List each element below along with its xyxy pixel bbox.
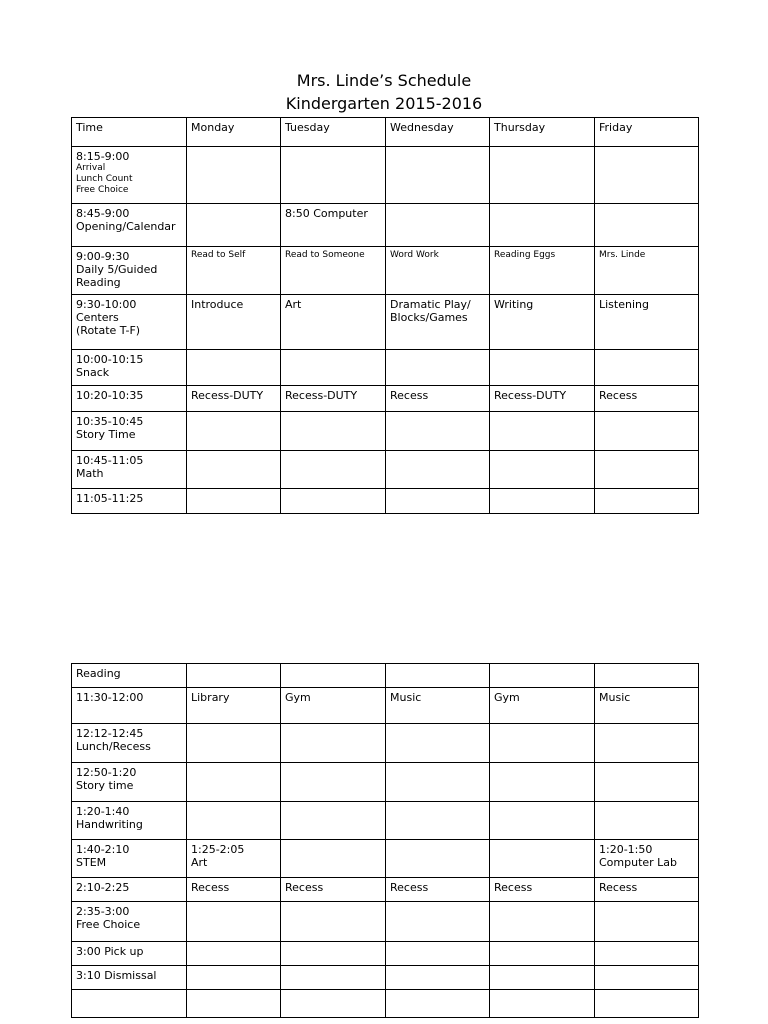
time-cell <box>72 386 187 412</box>
activity-label: 1:20-1:50 <box>599 843 653 856</box>
activity-cell <box>386 664 490 688</box>
activity-cell <box>386 724 490 763</box>
activity-cell <box>490 840 595 878</box>
activity-label: Listening <box>599 298 649 311</box>
activity-cell <box>281 942 386 966</box>
activity-cell <box>386 295 490 350</box>
activity-label: 8:50 Computer <box>285 207 368 220</box>
time-description: Snack <box>76 366 110 379</box>
activity-cell <box>490 147 595 204</box>
time-label: 1:40-2:10 <box>76 843 130 856</box>
activity-label: Recess-DUTY <box>494 389 567 402</box>
activity-label: Read to Someone <box>285 250 365 260</box>
time-description: Handwriting <box>76 818 143 831</box>
activity-cell <box>187 451 281 489</box>
activity-label: Gym <box>494 691 520 704</box>
activity-label: Library <box>191 691 230 704</box>
activity-cell <box>490 412 595 451</box>
time-sublabel: Lunch Count <box>76 174 133 184</box>
activity-label: Recess <box>494 881 533 894</box>
activity-cell <box>187 386 281 412</box>
activity-cell <box>490 802 595 840</box>
time-description: Lunch/Recess <box>76 740 151 753</box>
header-cell: Monday <box>187 118 281 147</box>
activity-cell <box>281 990 386 1018</box>
time-label: 10:45-11:05 <box>76 454 144 467</box>
activity-cell <box>281 412 386 451</box>
activity-cell <box>595 942 699 966</box>
activity-cell <box>490 664 595 688</box>
activity-label: Dramatic Play/ <box>390 298 471 311</box>
activity-cell <box>281 350 386 386</box>
activity-cell <box>386 990 490 1018</box>
activity-cell <box>490 966 595 990</box>
activity-cell <box>386 840 490 878</box>
activity-cell <box>595 489 699 514</box>
activity-cell <box>595 878 699 902</box>
activity-cell <box>386 350 490 386</box>
time-label: 8:15-9:00 <box>76 150 130 163</box>
time-description: Story Time <box>76 428 136 441</box>
header-cell: Thursday <box>490 118 595 147</box>
time-cell <box>72 990 187 1018</box>
time-sublabel: Arrival <box>76 163 106 173</box>
time-label: 12:12-12:45 <box>76 727 144 740</box>
table-row <box>72 878 699 902</box>
schedule-table-morning <box>71 117 699 514</box>
time-label: 2:10-2:25 <box>76 881 130 894</box>
activity-cell <box>187 878 281 902</box>
activity-label: Recess <box>599 389 638 402</box>
time-label: 8:45-9:00 <box>76 207 130 220</box>
activity-cell <box>595 664 699 688</box>
activity-cell <box>490 295 595 350</box>
activity-label: Recess <box>599 881 638 894</box>
time-description: Reading <box>76 276 121 289</box>
time-sublabel: Free Choice <box>76 185 129 195</box>
activity-cell <box>490 688 595 724</box>
time-cell <box>72 147 187 204</box>
activity-cell <box>386 902 490 942</box>
activity-cell <box>187 802 281 840</box>
activity-cell <box>386 247 490 295</box>
activity-cell <box>386 688 490 724</box>
activity-cell <box>386 147 490 204</box>
activity-cell <box>281 966 386 990</box>
activity-cell <box>595 350 699 386</box>
activity-cell <box>281 247 386 295</box>
activity-cell <box>281 802 386 840</box>
activity-cell <box>281 902 386 942</box>
activity-label: Art <box>191 856 208 869</box>
activity-label: Introduce <box>191 298 244 311</box>
activity-cell <box>490 204 595 247</box>
activity-cell <box>595 724 699 763</box>
activity-label: Recess <box>390 389 429 402</box>
activity-cell <box>490 350 595 386</box>
activity-cell <box>187 204 281 247</box>
activity-cell <box>595 763 699 802</box>
activity-label: Mrs. Linde <box>599 250 646 260</box>
time-label: 1:20-1:40 <box>76 805 130 818</box>
activity-cell <box>490 942 595 966</box>
time-cell <box>72 802 187 840</box>
activity-cell <box>595 386 699 412</box>
time-label: 10:00-10:15 <box>76 353 144 366</box>
schedule-subtitle: Kindergarten 2015-2016 <box>285 94 483 113</box>
activity-cell <box>595 412 699 451</box>
activity-cell <box>187 295 281 350</box>
table-row <box>72 489 699 514</box>
time-cell <box>72 489 187 514</box>
activity-cell <box>595 840 699 878</box>
activity-label: 1:25-2:05 <box>191 843 245 856</box>
activity-cell <box>187 147 281 204</box>
activity-label: Gym <box>285 691 311 704</box>
activity-cell <box>595 204 699 247</box>
time-description: Story time <box>76 779 134 792</box>
activity-cell <box>187 350 281 386</box>
time-cell <box>72 247 187 295</box>
activity-cell <box>386 489 490 514</box>
activity-cell <box>490 763 595 802</box>
time-cell <box>72 412 187 451</box>
activity-label: Recess-DUTY <box>285 389 358 402</box>
activity-cell <box>281 295 386 350</box>
header-row <box>72 118 699 147</box>
time-description: (Rotate T-F) <box>76 324 141 337</box>
activity-cell <box>281 688 386 724</box>
time-cell <box>72 451 187 489</box>
time-cell <box>72 902 187 942</box>
activity-cell <box>490 451 595 489</box>
activity-cell <box>490 247 595 295</box>
time-cell <box>72 295 187 350</box>
time-cell <box>72 724 187 763</box>
activity-cell <box>490 724 595 763</box>
activity-cell <box>281 204 386 247</box>
time-label: Reading <box>76 667 121 680</box>
header-cell: Time <box>72 118 187 147</box>
time-description: Free Choice <box>76 918 141 931</box>
activity-label: Reading Eggs <box>494 250 556 260</box>
activity-cell <box>595 295 699 350</box>
schedule-table-afternoon <box>71 663 699 1018</box>
activity-cell <box>187 966 281 990</box>
activity-cell <box>595 966 699 990</box>
time-cell <box>72 664 187 688</box>
activity-label: Word Work <box>390 250 439 260</box>
table-row <box>72 840 699 878</box>
activity-label: Recess <box>390 881 429 894</box>
time-label: 9:00-9:30 <box>76 250 130 263</box>
time-cell <box>72 763 187 802</box>
time-description: Centers <box>76 311 119 324</box>
activity-cell <box>281 489 386 514</box>
time-cell <box>72 840 187 878</box>
time-label: 10:20-10:35 <box>76 389 144 402</box>
time-label: 2:35-3:00 <box>76 905 130 918</box>
activity-cell <box>386 451 490 489</box>
activity-label: Art <box>285 298 302 311</box>
activity-label: Music <box>390 691 422 704</box>
time-description: Math <box>76 467 104 480</box>
activity-cell <box>386 966 490 990</box>
activity-cell <box>187 247 281 295</box>
activity-cell <box>386 802 490 840</box>
activity-label: Blocks/Games <box>390 311 468 324</box>
activity-cell <box>386 942 490 966</box>
table-row <box>72 412 699 451</box>
activity-cell <box>281 878 386 902</box>
activity-cell <box>490 990 595 1018</box>
time-cell <box>72 688 187 724</box>
table-row <box>72 802 699 840</box>
activity-cell <box>187 763 281 802</box>
table-row <box>72 664 699 688</box>
time-label: 10:35-10:45 <box>76 415 144 428</box>
time-description: STEM <box>76 856 107 869</box>
table-row <box>72 902 699 942</box>
activity-cell <box>187 724 281 763</box>
table-row <box>72 688 699 724</box>
activity-cell <box>281 386 386 412</box>
header-cell: Friday <box>595 118 699 147</box>
activity-cell <box>490 489 595 514</box>
activity-cell <box>187 489 281 514</box>
activity-label: Recess-DUTY <box>191 389 264 402</box>
activity-cell <box>281 840 386 878</box>
time-label: 11:30-12:00 <box>76 691 144 704</box>
time-label: 3:00 Pick up <box>76 945 144 958</box>
activity-cell <box>386 763 490 802</box>
time-cell <box>72 350 187 386</box>
activity-cell <box>595 147 699 204</box>
time-description: Daily 5/Guided <box>76 263 158 276</box>
table-row <box>72 724 699 763</box>
table-row <box>72 990 699 1018</box>
activity-cell <box>595 688 699 724</box>
table-row <box>72 386 699 412</box>
activity-cell <box>281 763 386 802</box>
header-cell: Wednesday <box>386 118 490 147</box>
activity-cell <box>281 664 386 688</box>
activity-cell <box>386 204 490 247</box>
activity-cell <box>595 902 699 942</box>
activity-label: Recess <box>191 881 230 894</box>
activity-cell <box>187 902 281 942</box>
activity-cell <box>281 147 386 204</box>
table-row <box>72 942 699 966</box>
time-description: Opening/Calendar <box>76 220 176 233</box>
time-cell <box>72 204 187 247</box>
activity-label: Read to Self <box>191 250 246 260</box>
table-row <box>72 147 699 204</box>
time-label: 3:10 Dismissal <box>76 969 157 982</box>
activity-cell <box>281 451 386 489</box>
activity-cell <box>595 247 699 295</box>
activity-cell <box>187 942 281 966</box>
schedule-title: Mrs. Linde’s Schedule <box>296 71 472 90</box>
header-cell: Tuesday <box>281 118 386 147</box>
table-row <box>72 350 699 386</box>
activity-cell <box>490 902 595 942</box>
table-row <box>72 966 699 990</box>
activity-label: Recess <box>285 881 324 894</box>
table-row <box>72 295 699 350</box>
activity-cell <box>595 802 699 840</box>
table-row <box>72 451 699 489</box>
activity-cell <box>187 688 281 724</box>
activity-cell <box>281 724 386 763</box>
time-cell <box>72 966 187 990</box>
table-row <box>72 204 699 247</box>
activity-cell <box>490 878 595 902</box>
table-row <box>72 763 699 802</box>
activity-cell <box>187 840 281 878</box>
activity-label: Writing <box>494 298 534 311</box>
time-cell <box>72 942 187 966</box>
time-label: 12:50-1:20 <box>76 766 137 779</box>
time-label: 9:30-10:00 <box>76 298 137 311</box>
time-cell <box>72 878 187 902</box>
activity-cell <box>386 412 490 451</box>
activity-cell <box>386 386 490 412</box>
activity-cell <box>187 664 281 688</box>
activity-cell <box>595 990 699 1018</box>
activity-label: Music <box>599 691 631 704</box>
activity-cell <box>187 990 281 1018</box>
activity-label: Computer Lab <box>599 856 678 869</box>
time-label: 11:05-11:25 <box>76 492 144 505</box>
activity-cell <box>490 386 595 412</box>
activity-cell <box>386 878 490 902</box>
activity-cell <box>187 412 281 451</box>
activity-cell <box>595 451 699 489</box>
table-row <box>72 247 699 295</box>
